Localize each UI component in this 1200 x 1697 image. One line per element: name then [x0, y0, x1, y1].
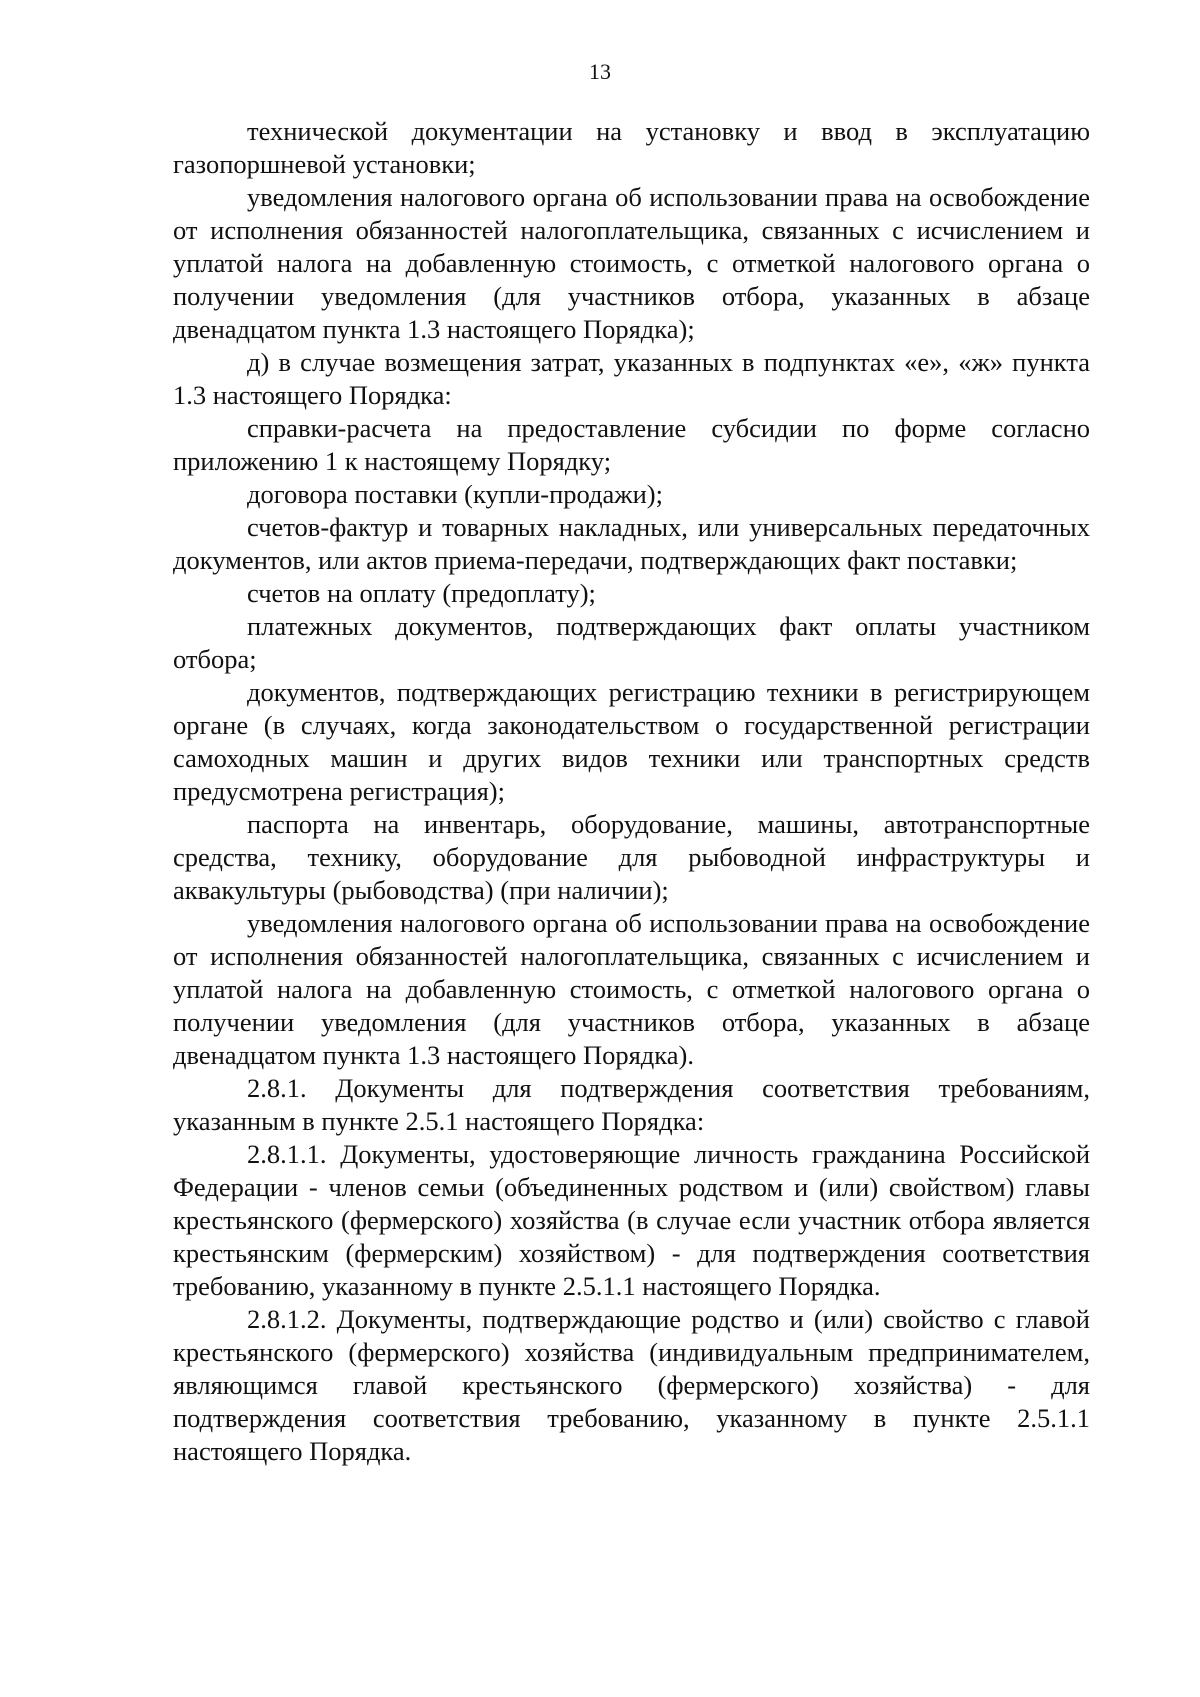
paragraph: документов, подтверждающих регистрацию техники в регистрирующем органе (в случаях, когда законодательством о государственной регистрации самоходных машин и других видов техники или транспортных средств предусмотрена регистрация);: [173, 677, 1090, 806]
paragraph: 2.8.1.1. Документы, удостоверяющие личность гражданина Российской Федерации - членов семьи (объединенных родством и (или) свойством) главы крестьянского (фермерского) хозяйства (в случае если участник отбора является крестьянским (фермерским) хозяйством) - для подтверждения соответствия требованию, указанному в пункте 2.5.1.1 настоящего Порядка.: [173, 1139, 1090, 1301]
paragraph: счетов-фактур и товарных накладных, или универсальных передаточных документов, или актов приема-передачи, подтверждающих факт поставки;: [173, 512, 1090, 575]
paragraph: уведомления налогового органа об использовании права на освобождение от исполнения обязанностей налогоплательщика, связанных с исчислением и уплатой налога на добавленную стоимость, с отметкой налогового органа о получении уведомления (для участников отбора, указанных в абзаце двенадцатом пункта 1.3 настоящего Порядка).: [173, 908, 1090, 1070]
paragraph: платежных документов, подтверждающих факт оплаты участником отбора;: [173, 611, 1090, 674]
document-body: [173, 115, 1090, 1468]
paragraph: 2.8.1. Документы для подтверждения соответствия требованиям, указанным в пункте 2.5.1 настоящего Порядка:: [173, 1073, 1090, 1136]
paragraph: паспорта на инвентарь, оборудование, машины, автотранспортные средства, технику, оборудование для рыбоводной инфраструктуры и аквакультуры (рыбоводства) (при наличии);: [173, 809, 1090, 905]
paragraph: уведомления налогового органа об использовании права на освобождение от исполнения обязанностей налогоплательщика, связанных с исчислением и уплатой налога на добавленную стоимость, с отметкой налогового органа о получении уведомления (для участников отбора, указанных в абзаце двенадцатом пункта 1.3 настоящего Порядка);: [173, 182, 1090, 344]
paragraph: счетов на оплату (предоплату);: [247, 578, 596, 608]
paragraph: справки-расчета на предоставление субсидии по форме согласно приложению 1 к настоящему Порядку;: [173, 413, 1090, 476]
paragraph: 2.8.1.2. Документы, подтверждающие родство и (или) свойство с главой крестьянского (фермерского) хозяйства (индивидуальным предпринимателем, являющимся главой крестьянского (фермерского) хозяйства) - для подтверждения соответствия требованию, указанному в пункте 2.5.1.1 настоящего Порядка.: [173, 1304, 1090, 1466]
paragraph: договора поставки (купли-продажи);: [247, 479, 663, 509]
paragraph: технической документации на установку и ввод в эксплуатацию газопоршневой установки;: [173, 116, 1090, 179]
paragraph: д) в случае возмещения затрат, указанных в подпунктах «е», «ж» пункта 1.3 настоящего Порядка:: [173, 347, 1090, 410]
page-number: 13: [589, 59, 611, 84]
